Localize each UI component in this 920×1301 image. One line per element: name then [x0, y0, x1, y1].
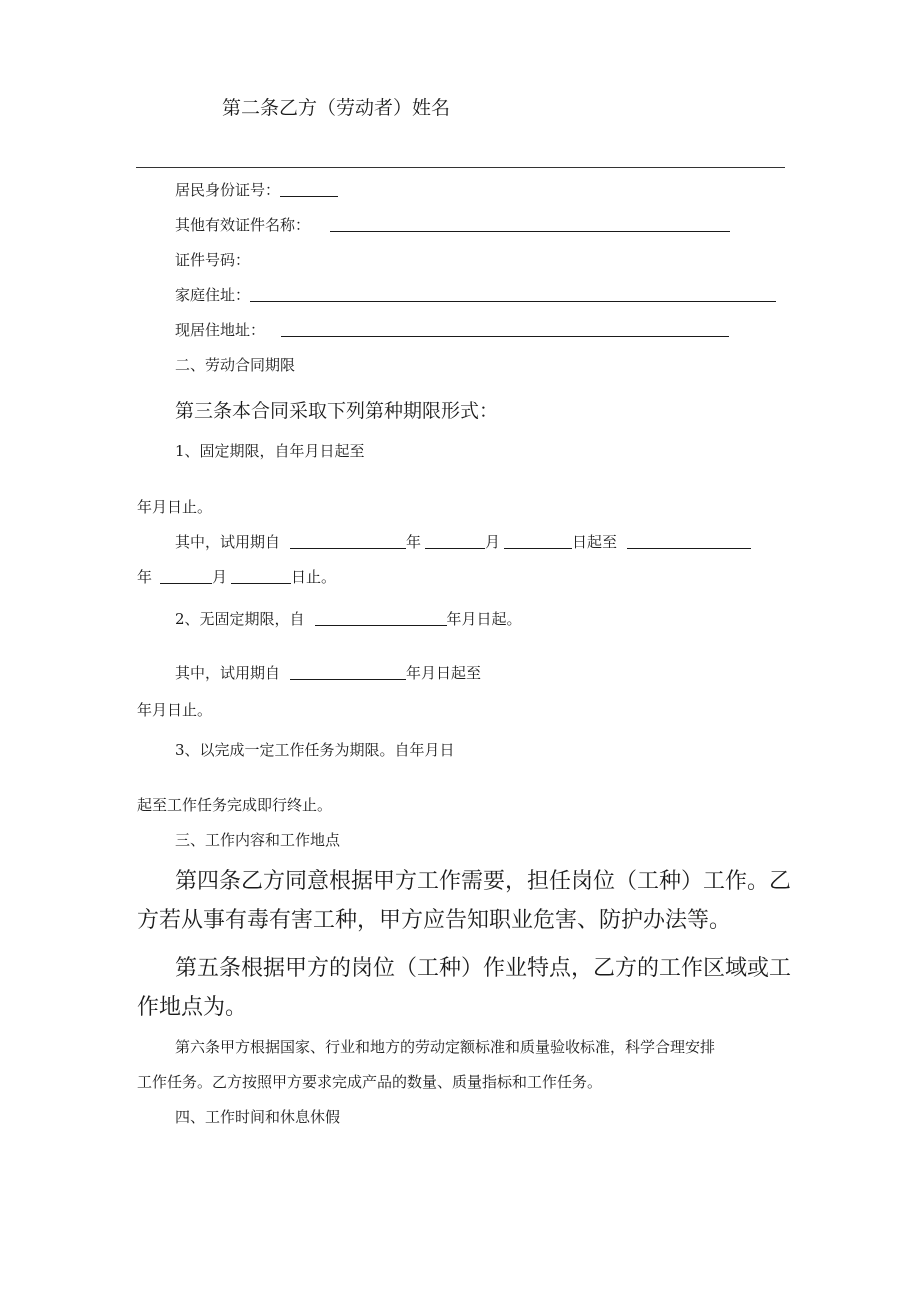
fixed-probation-label: 其中，试用期自: [175, 533, 281, 551]
home-address-label: 家庭住址：: [175, 286, 251, 304]
section-4-title: 四、工作时间和休息休假: [175, 1108, 341, 1126]
id-number-field[interactable]: [280, 195, 338, 197]
open-probation-suffix: 年月日起至: [406, 664, 482, 682]
section-3-title: 三、工作内容和工作地点: [175, 831, 341, 849]
cert-number-label: 证件号码：: [175, 251, 251, 269]
task-term-line-1: 3、以完成一定工作任务为期限。自年月日: [175, 741, 455, 759]
other-cert-field[interactable]: [330, 230, 730, 232]
probation-end-day-field[interactable]: [231, 582, 291, 584]
article-3: 第三条本合同采取下列第种期限形式：: [175, 400, 499, 422]
id-number-label: 居民身份证号：: [175, 181, 281, 199]
article-4-line-2: 方若从事有毒有害工种，甲方应告知职业危害、防护办法等。: [137, 908, 732, 933]
article-4-line-1: 第四条乙方同意根据甲方工作需要，担任岗位（工种）工作。乙: [175, 869, 792, 894]
article-6-line-2: 工作任务。乙方按照甲方要求完成产品的数量、质量指标和工作任务。: [137, 1073, 603, 1091]
article-5-line-1: 第五条根据甲方的岗位（工种）作业特点，乙方的工作区域或工: [175, 956, 792, 981]
open-term-row: [175, 612, 522, 627]
probation-start-year-field[interactable]: [290, 547, 406, 549]
year-label: 年: [406, 533, 422, 551]
open-probation-label: 其中，试用期自: [175, 664, 281, 682]
open-term-label: 2、无固定期限，自: [175, 610, 305, 628]
open-probation-end: 年月日止。: [137, 701, 213, 719]
month-label-2: 月: [212, 568, 228, 586]
current-address-label: 现居住地址：: [175, 321, 266, 339]
name-underline-rule: [136, 167, 785, 168]
day-end-label: 日止。: [291, 568, 337, 586]
open-term-suffix: 年月日起。: [446, 610, 522, 628]
month-label: 月: [485, 533, 501, 551]
id-number-row: [175, 183, 338, 198]
fixed-term-line-2: 年月日止。: [137, 498, 213, 516]
fixed-probation-end-row: [137, 570, 336, 585]
other-cert-row: [175, 218, 730, 233]
probation-start-day-field[interactable]: [504, 547, 572, 549]
fixed-term-line-1: 1、固定期限，自年月日起至: [175, 442, 365, 460]
article-5-line-2: 作地点为。: [137, 995, 248, 1020]
task-term-line-2: 起至工作任务完成即行终止。: [137, 796, 333, 814]
probation-start-month-field[interactable]: [425, 547, 485, 549]
probation-end-month-field[interactable]: [160, 582, 212, 584]
probation-end-year-field[interactable]: [627, 547, 751, 549]
day-from-label: 日起至: [572, 533, 618, 551]
home-address-field[interactable]: [250, 300, 776, 302]
home-address-row: [175, 288, 776, 303]
fixed-probation-row: [175, 535, 751, 550]
other-cert-label: 其他有效证件名称：: [175, 216, 311, 234]
current-address-row: [175, 323, 729, 338]
open-probation-field[interactable]: [290, 678, 406, 680]
year-label-2: 年: [137, 568, 153, 586]
section-2-title: 二、劳动合同期限: [175, 356, 296, 374]
article-6-line-1: 第六条甲方根据国家、行业和地方的劳动定额标准和质量验收标准，科学合理安排: [175, 1038, 716, 1056]
open-probation-row: [175, 666, 481, 681]
article-2-heading: 第二条乙方（劳动者）姓名: [222, 97, 451, 119]
open-term-start-field[interactable]: [315, 624, 447, 626]
current-address-field[interactable]: [281, 335, 729, 337]
